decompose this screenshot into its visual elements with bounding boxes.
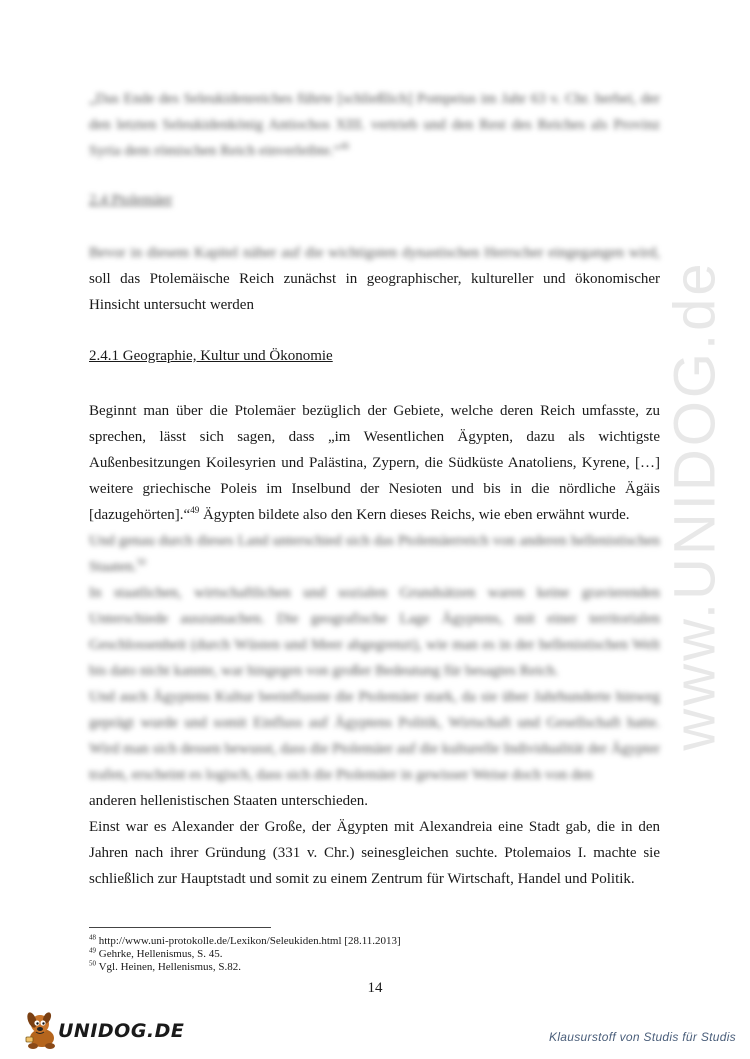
logo-text: UNIDOG.DE [58, 1020, 185, 1042]
quote-footnote-ref: 46 [340, 141, 350, 151]
intro-visible-text: soll das Ptolemäische Reich zunächst in geographischer, kultureller und ökonomischer Hinsicht untersucht werden [89, 271, 660, 313]
page-number: 14 [367, 980, 383, 996]
section-heading: 2.4 Ptolemäer [89, 192, 173, 208]
footnote-number: 48 [89, 933, 96, 942]
footnote-ref-50: 50 [136, 557, 146, 567]
tagline: Klausurstoff von Studis für Studis [549, 1030, 736, 1044]
blurred-paragraph-1 [89, 528, 660, 580]
watermark [655, 259, 735, 751]
section-heading-block [89, 192, 660, 209]
main-paragraph-1 [89, 398, 660, 528]
quote-block [89, 86, 660, 164]
quote-text: „Das Ende des Seleukidenreiches führte [schließlich] Pompeius im Jahr 63 v. Chr. herbei, der den letzten Seleukidenkönig Antiochos XIII. vertrieb und den Rest des Reiches als Provinz Syria dem römischen Reich einverleibte.“ [89, 91, 660, 159]
footnote-ref-49: 49 [190, 505, 200, 515]
footnote-text: Gehrke, Hellenismus, S. 45. [98, 948, 223, 960]
quote-paragraph [89, 86, 660, 164]
footnote-50 [89, 961, 401, 974]
intro-blurred-text: Bevor in diesem Kapitel näher auf die wichtigsten dynastischen Herrscher eingegangen wird, [89, 245, 660, 261]
blurred-text-1: Und genau durch dieses Land unterschied sich das Ptolemäerreich von anderen hellenistischen Staaten. [89, 533, 660, 575]
footnote-number: 50 [89, 959, 96, 968]
main-text-part2: Ägypten bildete also den Kern dieses Reichs, wie eben erwähnt wurde. [199, 507, 630, 523]
subsection-heading: 2.4.1 Geographie, Kultur und Ökonomie [89, 348, 333, 364]
footnote-text: Vgl. Heinen, Hellenismus, S.82. [98, 961, 241, 973]
unidog-logo [22, 1008, 185, 1050]
watermark-text: www.UNIDOG.de [662, 259, 728, 751]
last-paragraph: Einst war es Alexander der Große, der Ägypten mit Alexandreia eine Stadt gab, die in den Jahren nach ihrer Gründung (331 v. Chr.) seinesgleichen suchte. Ptolemaios I. machte sie schließlich zur Hauptstadt und somit zu einem Zentrum für Wirtschaft, Handel und Politik. [89, 819, 660, 887]
subsection-heading-block [89, 348, 660, 365]
main-text-part1: Beginnt man über die Ptolemäer bezüglich der Gebiete, welche deren Reich umfasste, zu sprechen, lässt sich sagen, dass „im Wesentlichen Ägypten, dazu als wichtigste Außenbesitzungen Koilesyrien und Palästina, Zypern, die Südküste Anatoliens, Kyrene, […] weitere griechische Poleis im Inselbund der Nesioten und bis in die nördliche Ägäis [dazugehörten].“ [89, 403, 660, 523]
blurred-paragraph-3: Und auch Ägyptens Kultur beeinflusste die Ptolemäer stark, da sie über Jahrhunderte hinweg geprägt wurde und somit Einfluss auf Ägyptens Politik, Wirtschaft und Gesellschaft hatte. Wird man sich dessen bewusst, dass die Ptolemäer auf die kulturelle Individualität der Ägypter trafen, erscheint es logisch, dass sich die Ptolemäer in gewisser Weise doch von den [89, 689, 660, 783]
blurred-paragraph-2: In staatlichen, wirtschaftlichen und sozialen Grundsätzen waren keine gravierenden Unterschiede auszumachen. Die geografische Lage Ägyptens, mit einer territorialen Geschlossenheit (durch Wüsten und Meer abgegrenzt), wie man es in der hellenistischen Welt bis dato nicht kannte, war hingegen von großer Bedeutung für besagtes Reich. [89, 585, 660, 679]
footnote-text: http://www.uni-protokolle.de/Lexikon/Seleukiden.html [28.11.2013] [98, 935, 401, 947]
footnote-48 [89, 935, 401, 948]
footnote-divider [89, 927, 271, 928]
main-body [89, 398, 660, 892]
footnote-49 [89, 948, 401, 961]
intro-paragraph [89, 240, 660, 318]
footnote-number: 49 [89, 946, 96, 955]
footnotes [89, 935, 401, 974]
visible-paragraph-end: anderen hellenistischen Staaten unterschieden. [89, 793, 369, 809]
intro-block [89, 240, 660, 318]
